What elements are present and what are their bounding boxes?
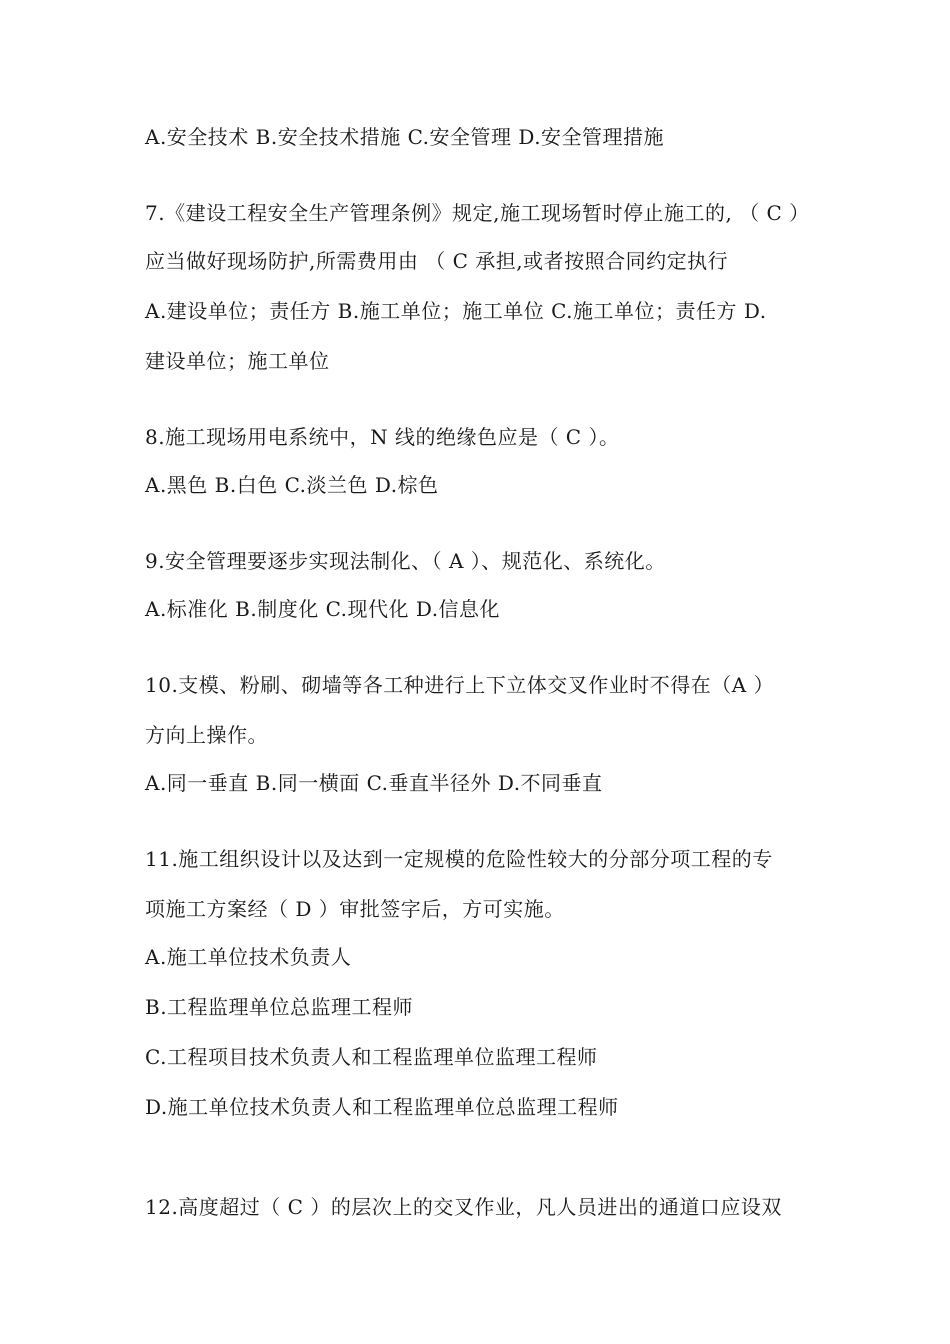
q9-question: 9.安全管理要逐步实现法制化、（ A ）、规范化、系统化。 [145, 549, 666, 573]
q6-options: A.安全技术 B.安全技术措施 C.安全管理 D.安全管理措施 [145, 125, 665, 149]
q11-question-line2: 项施工方案经（ D ）审批签字后，方可实施。 [145, 897, 565, 921]
q8-question: 8.施工现场用电系统中，N 线的绝缘色应是（ C ）。 [145, 425, 620, 449]
q7-question-line2: 应当做好现场防护,所需费用由 （ C 承担,或者按照合同约定执行 [145, 249, 729, 273]
q11-option-a: A.施工单位技术负责人 [145, 945, 352, 969]
q10-question-line2: 方向上操作。 [145, 723, 268, 747]
q11-option-b: B.工程监理单位总监理工程师 [145, 995, 414, 1019]
q7-options-line2: 建设单位；施工单位 [145, 349, 330, 373]
q11-option-c: C.工程项目技术负责人和工程监理单位监理工程师 [145, 1045, 598, 1069]
q9-options: A.标准化 B.制度化 C.现代化 D.信息化 [145, 597, 501, 621]
q8-options: A.黑色 B.白色 C.淡兰色 D.棕色 [145, 473, 439, 497]
q11-option-d: D.施工单位技术负责人和工程监理单位总监理工程师 [145, 1095, 619, 1119]
q11-question-line1: 11.施工组织设计以及达到一定规模的危险性较大的分部分项工程的专 [145, 847, 773, 871]
q12-question-line1: 12.高度超过（ C ）的层次上的交叉作业，凡人员进出的通道口应设双 [145, 1195, 782, 1219]
q10-options: A.同一垂直 B.同一横面 C.垂直半径外 D.不同垂直 [145, 771, 603, 795]
q10-question-line1: 10.支模、粉刷、砌墙等各工种进行上下立体交叉作业时不得在（A ） [145, 673, 775, 697]
q7-options-line1: A.建设单位；责任方 B.施工单位；施工单位 C.施工单位；责任方 D. [145, 299, 767, 323]
q7-question-line1: 7.《建设工程安全生产管理条例》规定,施工现场暂时停止施工的, （ C ） [145, 201, 810, 225]
